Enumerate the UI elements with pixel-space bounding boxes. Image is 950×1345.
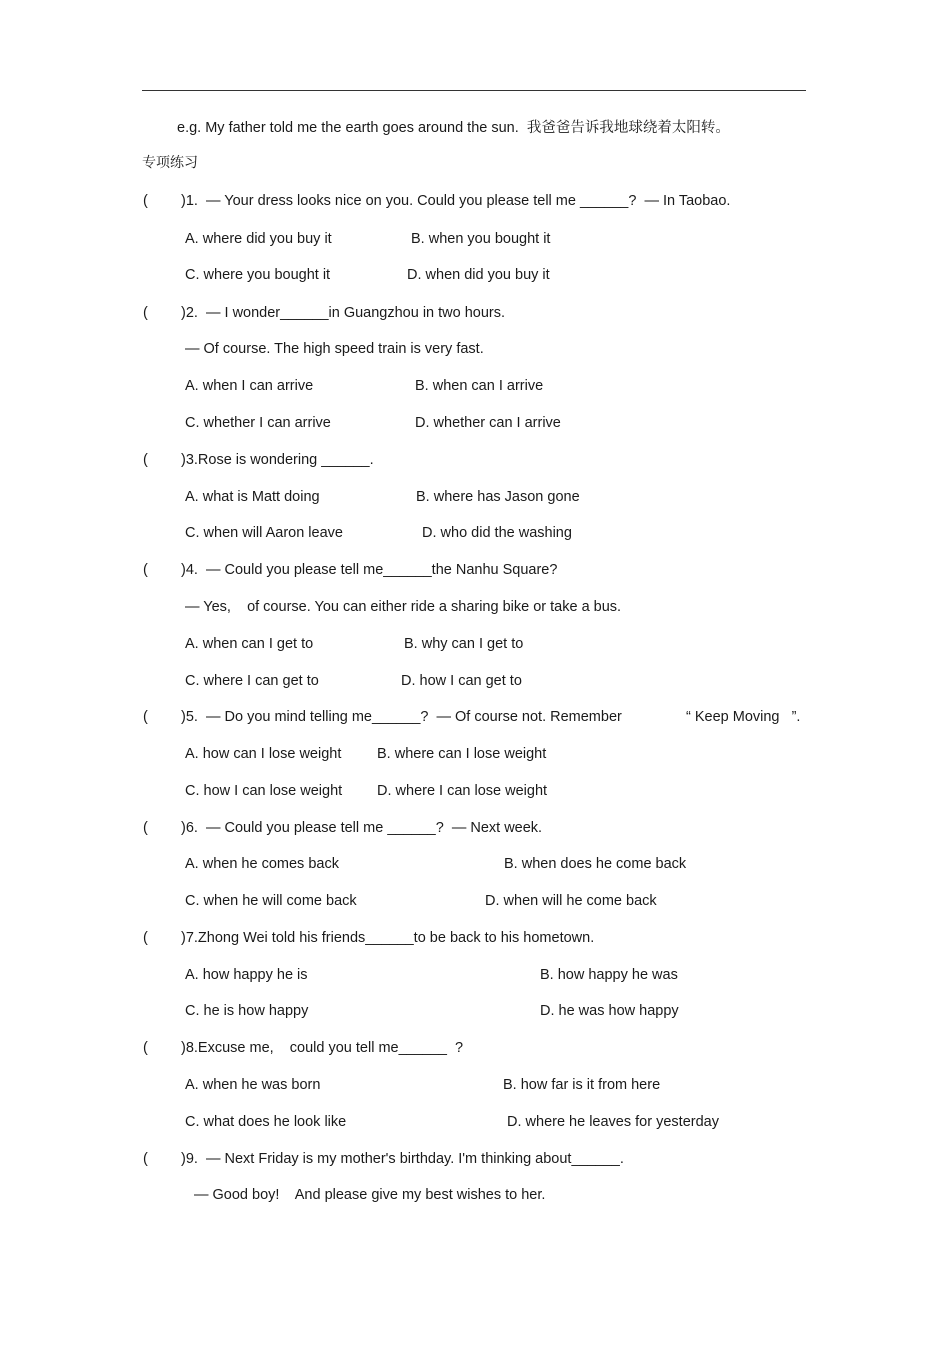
- option-d: D. where I can lose weight: [377, 783, 548, 799]
- option-b: B. where can I lose weight: [377, 746, 547, 762]
- option-a: A. what is Matt doing: [185, 489, 320, 505]
- header-rule: [142, 90, 806, 91]
- answer-paren: (: [143, 452, 148, 468]
- answer-paren: (: [143, 1151, 148, 1167]
- option-d: D. who did the washing: [422, 525, 572, 541]
- question-stem: )2. — I wonder______in Guangzhou in two hours.: [181, 305, 506, 321]
- question-reply: — Of course. The high speed train is very fast.: [185, 341, 484, 357]
- option-a: A. how can I lose weight: [185, 746, 342, 762]
- option-a: A. where did you buy it: [185, 231, 332, 247]
- option-d: D. he was how happy: [540, 1003, 679, 1019]
- option-c: C. what does he look like: [185, 1114, 347, 1130]
- option-b: B. how happy he was: [540, 967, 678, 983]
- answer-paren: (: [143, 820, 148, 836]
- option-b: B. where has Jason gone: [416, 489, 580, 505]
- option-d: D. where he leaves for yesterday: [507, 1114, 719, 1130]
- option-a: A. when I can arrive: [185, 378, 314, 394]
- option-a: A. when can I get to: [185, 636, 314, 652]
- question-stem-tail: “ Keep Moving ”.: [686, 709, 801, 725]
- answer-paren: (: [143, 305, 148, 321]
- question-stem: )9. — Next Friday is my mother's birthday. I'm thinking about______.: [181, 1151, 624, 1167]
- question-stem: )6. — Could you please tell me ______? — Next week.: [181, 820, 543, 836]
- option-d: D. when will he come back: [485, 893, 657, 909]
- option-b: B. when you bought it: [411, 231, 551, 247]
- option-d: D. how I can get to: [401, 673, 522, 689]
- question-stem: )7.Zhong Wei told his friends______to be back to his hometown.: [181, 930, 595, 946]
- option-c: C. when will Aaron leave: [185, 525, 343, 541]
- option-d: D. whether can I arrive: [415, 415, 561, 431]
- option-b: B. why can I get to: [404, 636, 524, 652]
- option-a: A. when he was born: [185, 1077, 321, 1093]
- question-reply: — Good boy! And please give my best wishes to her.: [194, 1187, 546, 1203]
- example-sentence: e.g. My father told me the earth goes around the sun. 我爸爸告诉我地球绕着太阳转。: [177, 120, 730, 136]
- option-b: B. how far is it from here: [503, 1077, 661, 1093]
- option-d: D. when did you buy it: [407, 267, 550, 283]
- answer-paren: (: [143, 193, 148, 209]
- option-b: B. when can I arrive: [415, 378, 544, 394]
- option-c: C. when he will come back: [185, 893, 357, 909]
- option-a: A. when he comes back: [185, 856, 339, 872]
- question-stem: )4. — Could you please tell me______the Nanhu Square?: [181, 562, 558, 578]
- option-c: C. whether I can arrive: [185, 415, 331, 431]
- answer-paren: (: [143, 562, 148, 578]
- question-stem: )5. — Do you mind telling me______? — Of course not. Remember: [181, 709, 622, 725]
- answer-paren: (: [143, 709, 148, 725]
- answer-paren: (: [143, 930, 148, 946]
- answer-paren: (: [143, 1040, 148, 1056]
- question-reply: — Yes, of course. You can either ride a sharing bike or take a bus.: [185, 599, 622, 615]
- option-b: B. when does he come back: [504, 856, 687, 872]
- question-stem: )1. — Your dress looks nice on you. Could you please tell me ______? — In Taobao.: [181, 193, 731, 209]
- option-c: C. he is how happy: [185, 1003, 309, 1019]
- section-title: 专项练习: [142, 155, 198, 171]
- question-stem: )8.Excuse me, could you tell me______ ?: [181, 1040, 464, 1056]
- option-c: C. how I can lose weight: [185, 783, 343, 799]
- option-a: A. how happy he is: [185, 967, 308, 983]
- option-c: C. where I can get to: [185, 673, 319, 689]
- option-c: C. where you bought it: [185, 267, 331, 283]
- question-stem: )3.Rose is wondering ______.: [181, 452, 374, 468]
